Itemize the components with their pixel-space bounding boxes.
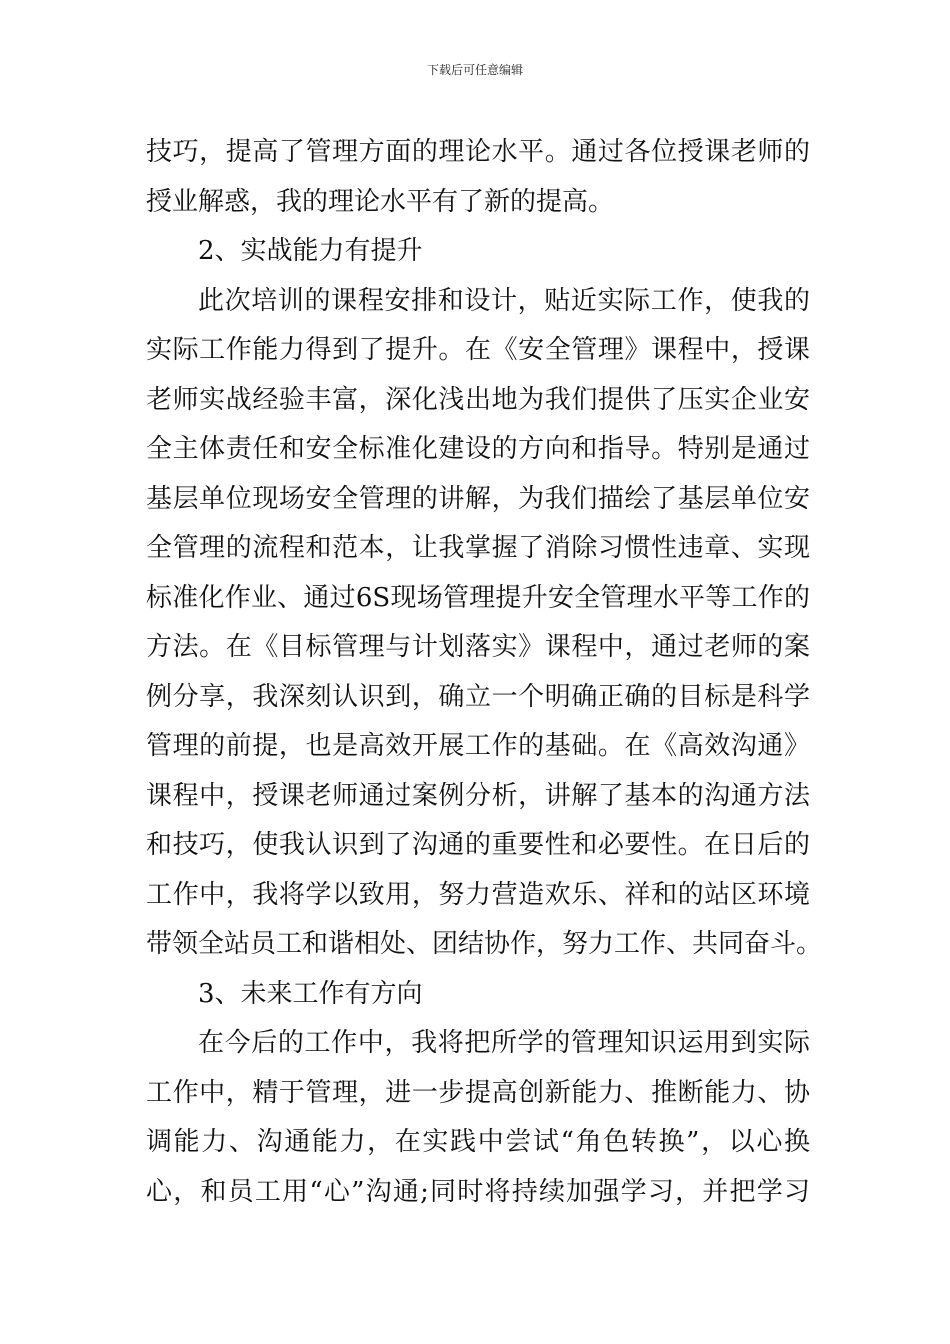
- paragraph-line: 授业解惑，我的理论水平有了新的提高。: [146, 186, 615, 217]
- paragraph-line: 标准化作业、通过6S现场管理提升安全管理水平等工作的: [146, 582, 810, 613]
- paragraph-line: 管理的前提，也是高效开展工作的基础。在《高效沟通》: [146, 731, 810, 761]
- paragraph-line: 技巧，提高了管理方面的理论水平。通过各位授课老师的: [146, 137, 810, 167]
- page-header: 下载后可任意编辑: [426, 63, 523, 77]
- paragraph-line: 此次培训的课程安排和设计，贴近实际工作，使我的: [198, 285, 810, 316]
- paragraph-line: 心，和员工用“心”沟通;同时将持续加强学习，并把学习: [146, 1176, 810, 1207]
- section-heading: 2、实战能力有提升: [198, 236, 423, 266]
- paragraph-line: 和技巧，使我认识到了沟通的重要性和必要性。在日后的: [146, 830, 810, 860]
- paragraph-line: 全管理的流程和范本，让我掌握了消除习惯性违章、实现: [146, 533, 810, 563]
- paragraph-line: 在今后的工作中，我将把所学的管理知识运用到实际: [198, 1028, 810, 1058]
- paragraph-line: 带领全站员工和谐相处、团结协作，努力工作、共同奋斗。: [146, 929, 823, 959]
- paragraph-line: 工作中，我将学以致用，努力营造欢乐、祥和的站区环境: [146, 879, 810, 910]
- paragraph-line: 工作中，精于管理，进一步提高创新能力、推断能力、协: [146, 1077, 810, 1108]
- paragraph-line: 方法。在《目标管理与计划落实》课程中，通过老师的案: [146, 632, 810, 662]
- section-heading: 3、未来工作有方向: [198, 978, 423, 1009]
- paragraph-line: 全主体责任和安全标准化建设的方向和指导。特别是通过: [146, 434, 810, 464]
- paragraph-line: 实际工作能力得到了提升。在《安全管理》课程中，授课: [146, 335, 810, 365]
- document-body: [146, 128, 823, 1217]
- paragraph-line: 课程中，授课老师通过案例分析，讲解了基本的沟通方法: [146, 780, 810, 811]
- paragraph-line: 例分享，我深刻认识到，确立一个明确正确的目标是科学: [146, 681, 810, 712]
- paragraph-line: 基层单位现场安全管理的讲解，为我们描绘了基层单位安: [146, 483, 810, 514]
- paragraph-line: 调能力、沟通能力，在实践中尝试“角色转换”，以心换: [146, 1127, 810, 1157]
- paragraph-line: 老师实战经验丰富，深化浅出地为我们提供了压实企业安: [146, 384, 810, 415]
